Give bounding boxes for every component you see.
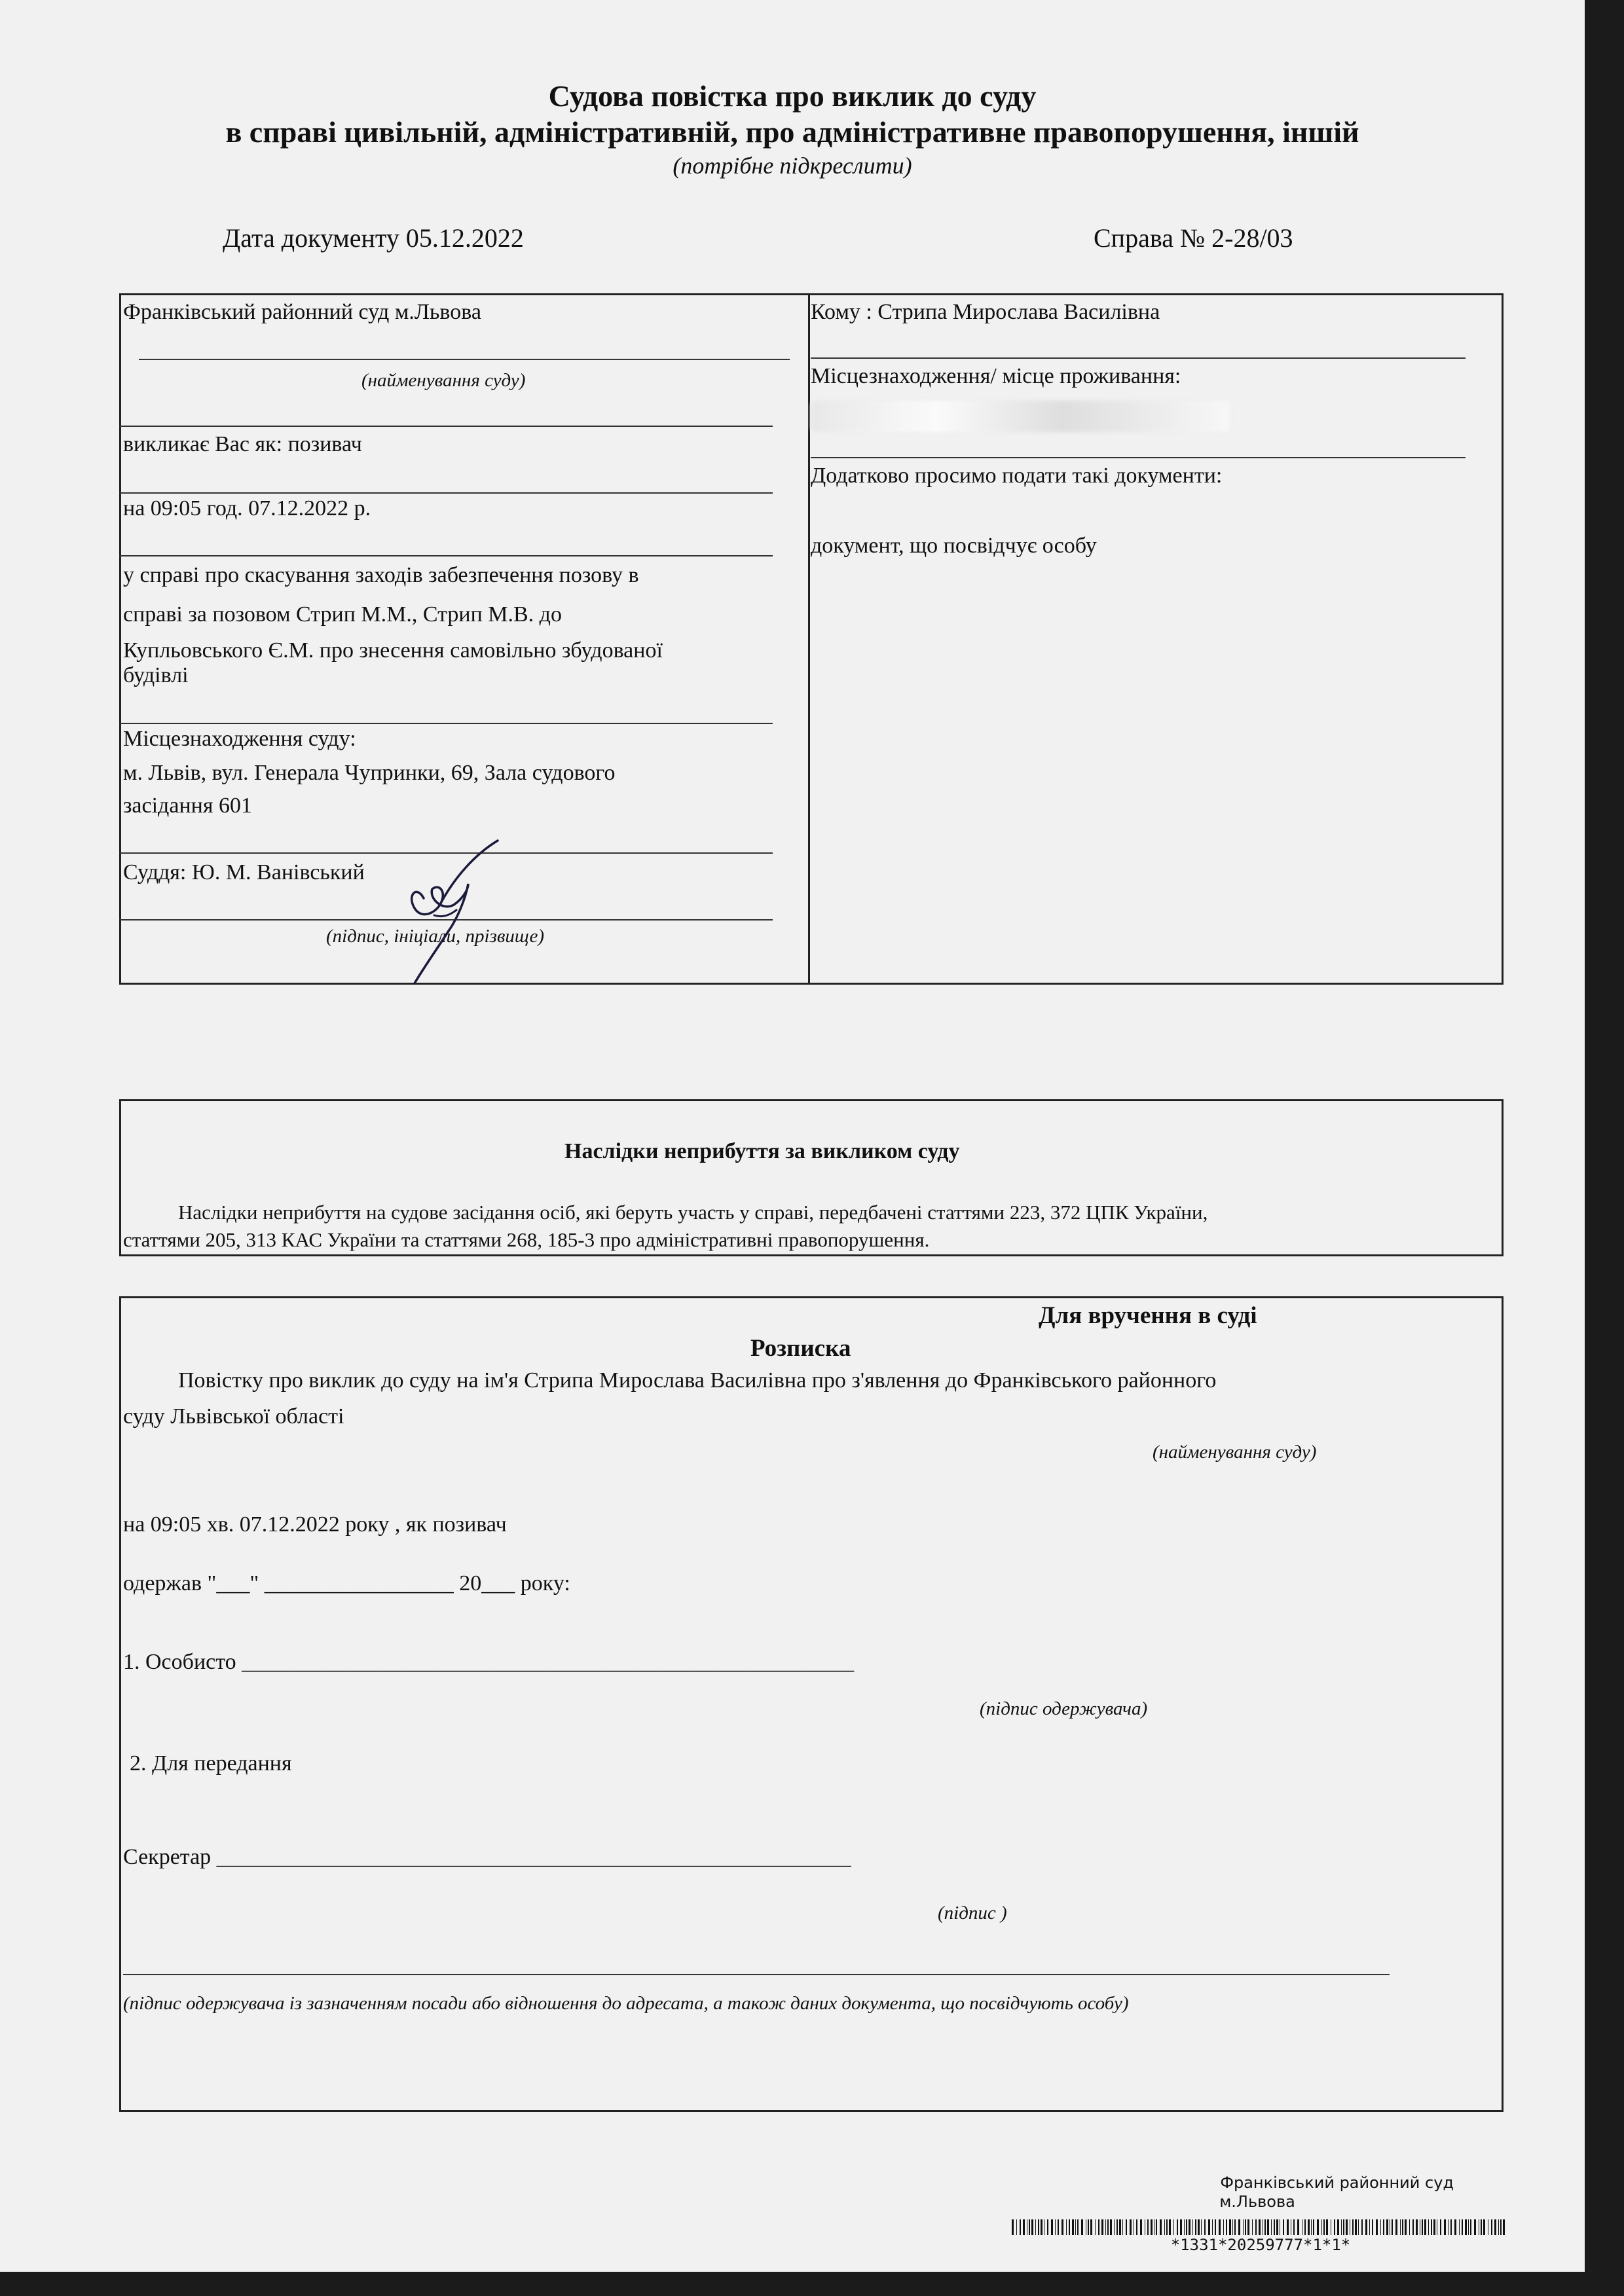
judge-caption: (підпис, ініціали, прізвище): [326, 926, 545, 947]
recipient-underline: [811, 357, 1466, 359]
court-location-line-2: засідання 601: [123, 793, 252, 818]
documents-value: документ, що посвідчує особу: [811, 534, 1097, 558]
secretary-line: Секретар _________________________________________________________: [123, 1845, 851, 1869]
personally-line: 1. Особисто _______________________________________________________: [123, 1650, 855, 1674]
document-title: Судова повістка про виклик до суду: [548, 79, 1037, 113]
case-number: Справа № 2-28/03: [1094, 223, 1293, 253]
court-name-underline: [139, 359, 790, 360]
scan-edge-right: [1585, 0, 1624, 2296]
for-court-label: Для вручення в суді: [1039, 1302, 1257, 1329]
consequences-line-1: Наслідки неприбуття на судове засідання осіб, які беруть участь у справі, передбачені статтями 223, 372 ЦПК України,: [178, 1201, 1208, 1224]
secretary-signature-caption: (підпис ): [938, 1903, 1007, 1923]
court-location-label: Місцезнаходження суду:: [123, 727, 356, 751]
redacted-address: [811, 401, 1230, 432]
underline-note: (потрібне підкреслити): [673, 153, 912, 179]
document-subtitle: в справі цивільній, адміністративній, про адміністративне правопорушення, іншій: [225, 115, 1359, 149]
summons-role: викликає Вас як: позивач: [123, 432, 362, 456]
divider-2: [119, 492, 773, 494]
receipt-line-1: Повістку про виклик до суду на ім'я Стрипа Мирослава Василівна про з'явлення до Франківського районного: [178, 1368, 1217, 1393]
consequences-title: Наслідки неприбуття за викликом суду: [564, 1139, 960, 1163]
address-underline: [811, 457, 1466, 458]
case-subject-line-4: будівлі: [123, 663, 189, 687]
barcode-text: *1331*20259777*1*1*: [1170, 2236, 1351, 2254]
case-subject-line-3: Купльовського Є.М. про знесення самовільно збудованої: [123, 638, 663, 663]
document-date: Дата документу 05.12.2022: [223, 223, 524, 253]
case-subject-line-2: справі за позовом Стрип М.М., Стрип М.В. до: [123, 602, 562, 627]
column-divider: [808, 293, 810, 985]
receipt-footer-note: (підпис одержувача із зазначенням посади або відношення до адресата, а також даних документа, що посвідчують особу): [123, 1993, 1129, 2014]
recipient-signature-caption: (підпис одержувача): [980, 1698, 1148, 1719]
barcode-icon: [1012, 2219, 1509, 2235]
court-name: Франківський районний суд м.Львова: [123, 300, 481, 324]
court-stamp-line-1: Франківський районний суд: [1220, 2174, 1454, 2192]
judge-name: Суддя: Ю. М. Ванівський: [123, 860, 365, 884]
receipt-court-caption: (найменування суду): [1153, 1442, 1317, 1463]
received-date-line: одержав "___" _________________ 20___ року:: [123, 1571, 570, 1595]
for-transfer-label: 2. Для передання: [130, 1751, 292, 1776]
recipient-name: Кому : Стрипа Мирослава Василівна: [811, 300, 1160, 324]
judge-signature-icon: [377, 838, 507, 989]
hearing-time: на 09:05 год. 07.12.2022 р.: [123, 496, 371, 520]
documents-request: Додатково просимо подати такі документи:: [811, 464, 1223, 488]
case-subject-line-1: у справі про скасування заходів забезпечення позову в: [123, 563, 639, 587]
receipt-line-2: суду Львівської області: [123, 1404, 344, 1429]
scan-edge-bottom: [0, 2272, 1624, 2296]
consequences-line-2: статтями 205, 313 КАС України та статтями 268, 185-3 про адміністративні правопорушення.: [123, 1228, 930, 1251]
divider-4: [119, 723, 773, 724]
divider-1: [119, 426, 773, 427]
receipt-title: Розписка: [750, 1335, 851, 1362]
divider-3: [119, 555, 773, 556]
court-location-line-1: м. Львів, вул. Генерала Чупринки, 69, Зала судового: [123, 761, 616, 785]
court-name-caption: (найменування суду): [361, 370, 526, 391]
receipt-time-line: на 09:05 хв. 07.12.2022 року , як позивач: [123, 1512, 507, 1537]
footer-signature-line: [123, 1974, 1390, 1975]
address-label: Місцезнаходження/ місце проживання:: [811, 364, 1181, 388]
court-stamp-line-2: м.Львова: [1219, 2193, 1295, 2211]
